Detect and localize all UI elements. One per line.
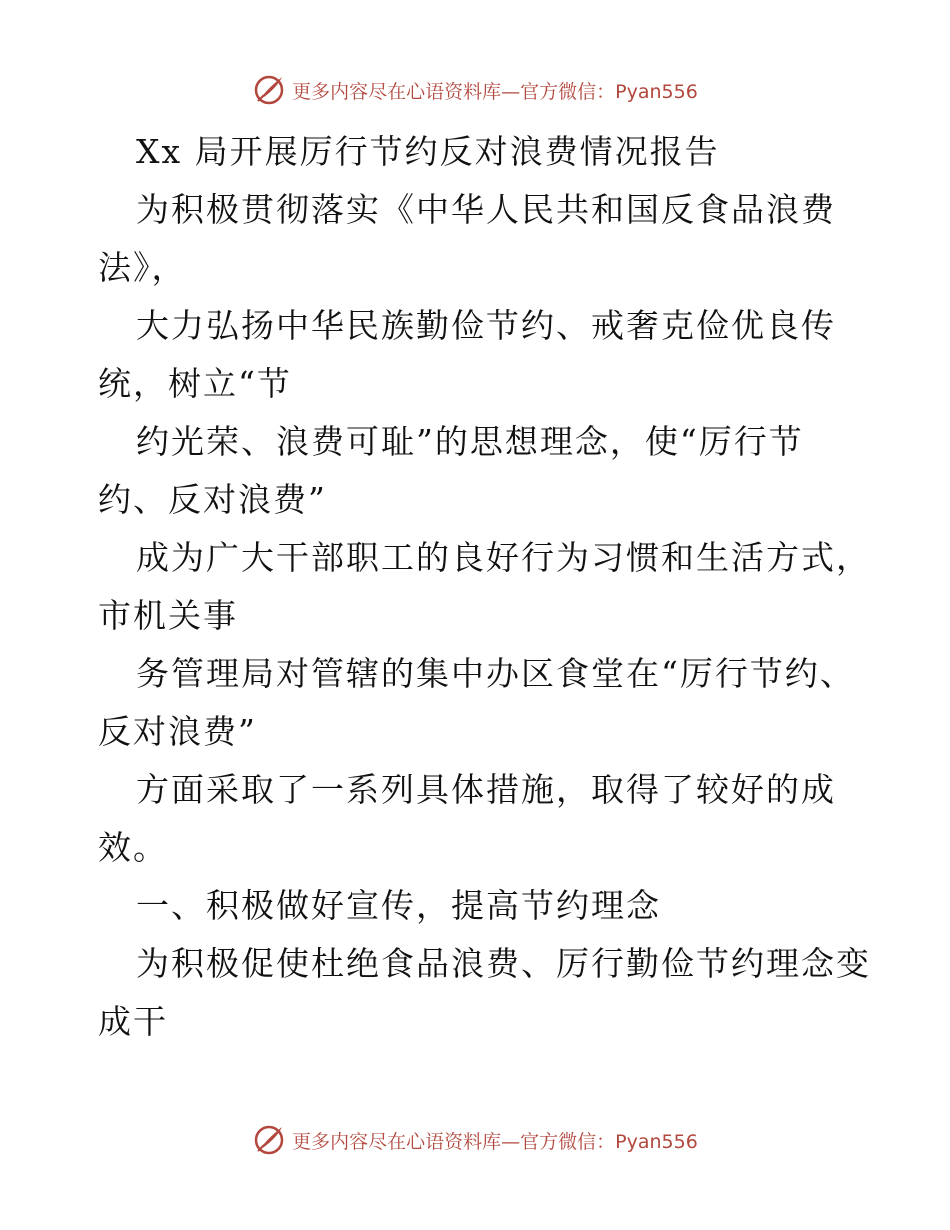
paragraph-line: 为积极贯彻落实《中华人民共和国反食品浪费 — [136, 190, 836, 229]
paragraph-line: 统，树立“节 — [98, 364, 292, 403]
paragraph-line: 反对浪费” — [98, 712, 257, 751]
quill-logo-icon — [252, 1123, 286, 1157]
document-body — [98, 123, 871, 1051]
paragraph-line: 约光荣、浪费可耻”的思想理念，使“厉行节 — [136, 422, 804, 461]
paragraph-line: 务管理局对管辖的集中办区食堂在“厉行节约、 — [136, 654, 855, 693]
quill-logo-icon — [252, 73, 286, 107]
paragraph-line: 约、反对浪费” — [98, 480, 327, 519]
paragraph-line: 法》， — [98, 248, 187, 287]
watermark-text: 更多内容尽在心语资料库—官方微信：Pyan556 — [292, 80, 698, 103]
paragraph-line: 大力弘扬中华民族勤俭节约、戒奢克俭优良传 — [136, 306, 836, 345]
document-title: Xx 局开展厉行节约反对浪费情况报告 — [136, 132, 720, 171]
header-watermark — [0, 70, 950, 110]
footer-watermark — [0, 1120, 950, 1160]
paragraph-line: 成为广大干部职工的良好行为习惯和生活方式， — [136, 538, 871, 577]
paragraph-line: 为积极促使杜绝食品浪费、厉行勤俭节约理念变 — [136, 944, 871, 983]
section-heading: 一、积极做好宣传，提高节约理念 — [136, 886, 661, 925]
paragraph-line: 效。 — [98, 828, 168, 867]
paragraph-line: 方面采取了一系列具体措施，取得了较好的成 — [136, 770, 836, 809]
paragraph-line: 市机关事 — [98, 596, 238, 635]
watermark-text: 更多内容尽在心语资料库—官方微信：Pyan556 — [292, 1130, 698, 1153]
paragraph-line: 成干 — [98, 1002, 168, 1041]
